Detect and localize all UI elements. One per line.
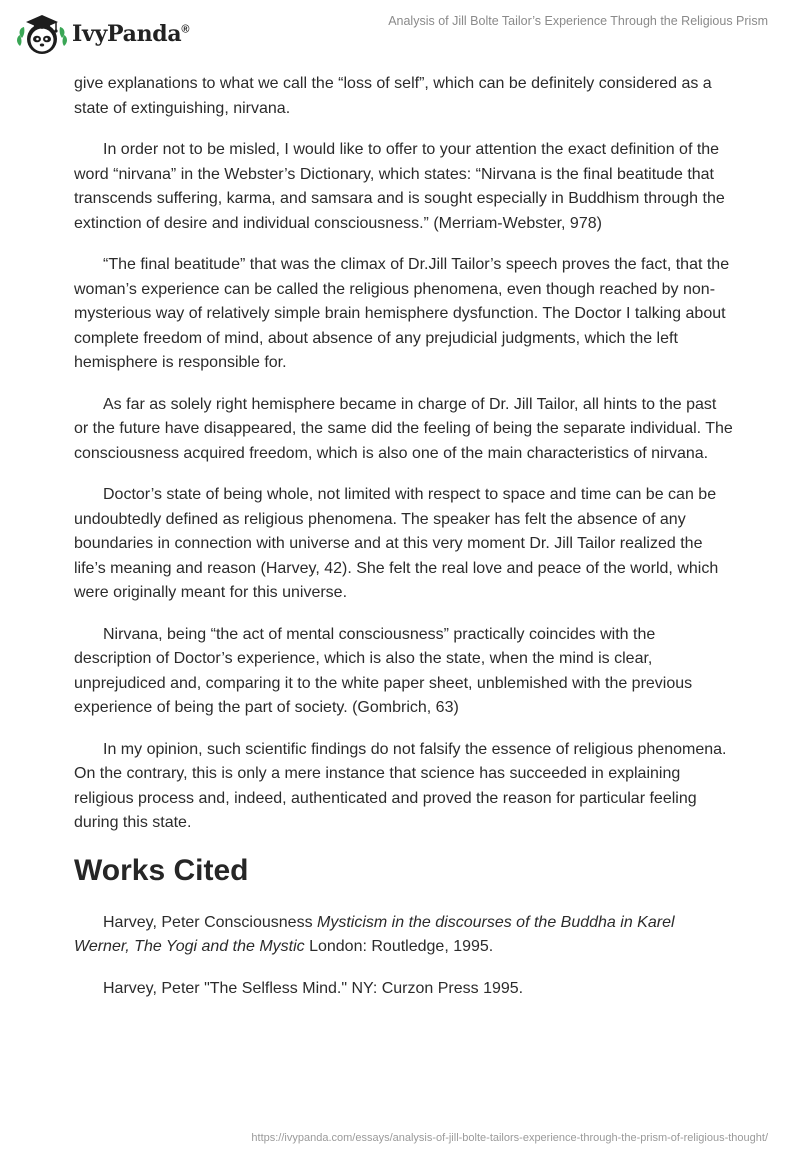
paragraph-7: In my opinion, such scientific findings do not falsify the essence of religious phenomena. On the contrary, this is only a mere instance that science has succeeded in explaining religious process and, indeed, authenticated and proved the reason for particular feeling during this state. xyxy=(74,740,727,831)
citation-2: Harvey, Peter "The Selfless Mind." NY: Curzon Press 1995. xyxy=(103,979,524,997)
document-title: Analysis of Jill Bolte Tailor’s Experience Through the Religious Prism xyxy=(388,14,768,28)
page-header xyxy=(0,0,800,70)
paragraph-5: Doctor’s state of being whole, not limited with respect to space and time can be can be undoubtedly defined as religious phenomena. The speaker has felt the absence of any boundaries in connection with universe and at this very moment Dr. Jill Tailor realized the life’s meaning and reason (Harvey, 42). She felt the real love and peace of the world, which were originally meant for this universe. xyxy=(74,486,719,601)
source-url[interactable]: https://ivypanda.com/essays/analysis-of-jill-bolte-tailors-experience-through-the-prism-of-religious-thought/ xyxy=(251,1132,768,1144)
citation-1: Harvey, Peter Consciousness Mysticism in the discourses of the Buddha in Karel Werner, The Yogi and the Mystic London: Routledge, 1995. xyxy=(74,913,675,955)
paragraph-2: In order not to be misled, I would like to offer to your attention the exact definition of the word “nirvana” in the Webster’s Dictionary, which states: “Nirvana is the final beatitude that transcends suffering, karma, and samsara and is sought especially in Buddhism through the extinction of desire and individual consciousness.” (Merriam-Webster, 978) xyxy=(74,141,725,232)
paragraph-1: give explanations to what we call the “loss of self”, which can be definitely considered as a state of extinguishing, nirvana. xyxy=(74,75,712,117)
paragraph-4: As far as solely right hemisphere became in charge of Dr. Jill Tailor, all hints to the past or the future have disappeared, the same did the feeling of being the separate individual. The consciousness acquired freedom, which is also one of the main characteristics of nirvana. xyxy=(74,395,733,462)
paragraph-3: “The final beatitude” that was the climax of Dr.Jill Tailor’s speech proves the fact, that the woman’s experience can be called the religious phenomena, even though reached by non-mysterious way of relatively simple brain hemisphere dysfunction. The Doctor I talking about complete freedom of mind, about absence of any prejudicial judgments, which the left hemisphere is responsible for. xyxy=(74,256,730,371)
ivypanda-logo[interactable] xyxy=(16,8,189,60)
brand-name: IvyPanda® xyxy=(72,21,190,47)
essay-body xyxy=(74,72,734,1018)
panda-graduate-icon xyxy=(16,8,68,60)
paragraph-6: Nirvana, being “the act of mental consciousness” practically coincides with the description of Doctor’s experience, which is also the state, when the mind is clear, unprejudiced and, comparing it to the white paper sheet, unblemished with the previous experience of being the part of society. (Gombrich, 63) xyxy=(74,625,693,716)
works-cited-heading: Works Cited xyxy=(74,853,249,887)
